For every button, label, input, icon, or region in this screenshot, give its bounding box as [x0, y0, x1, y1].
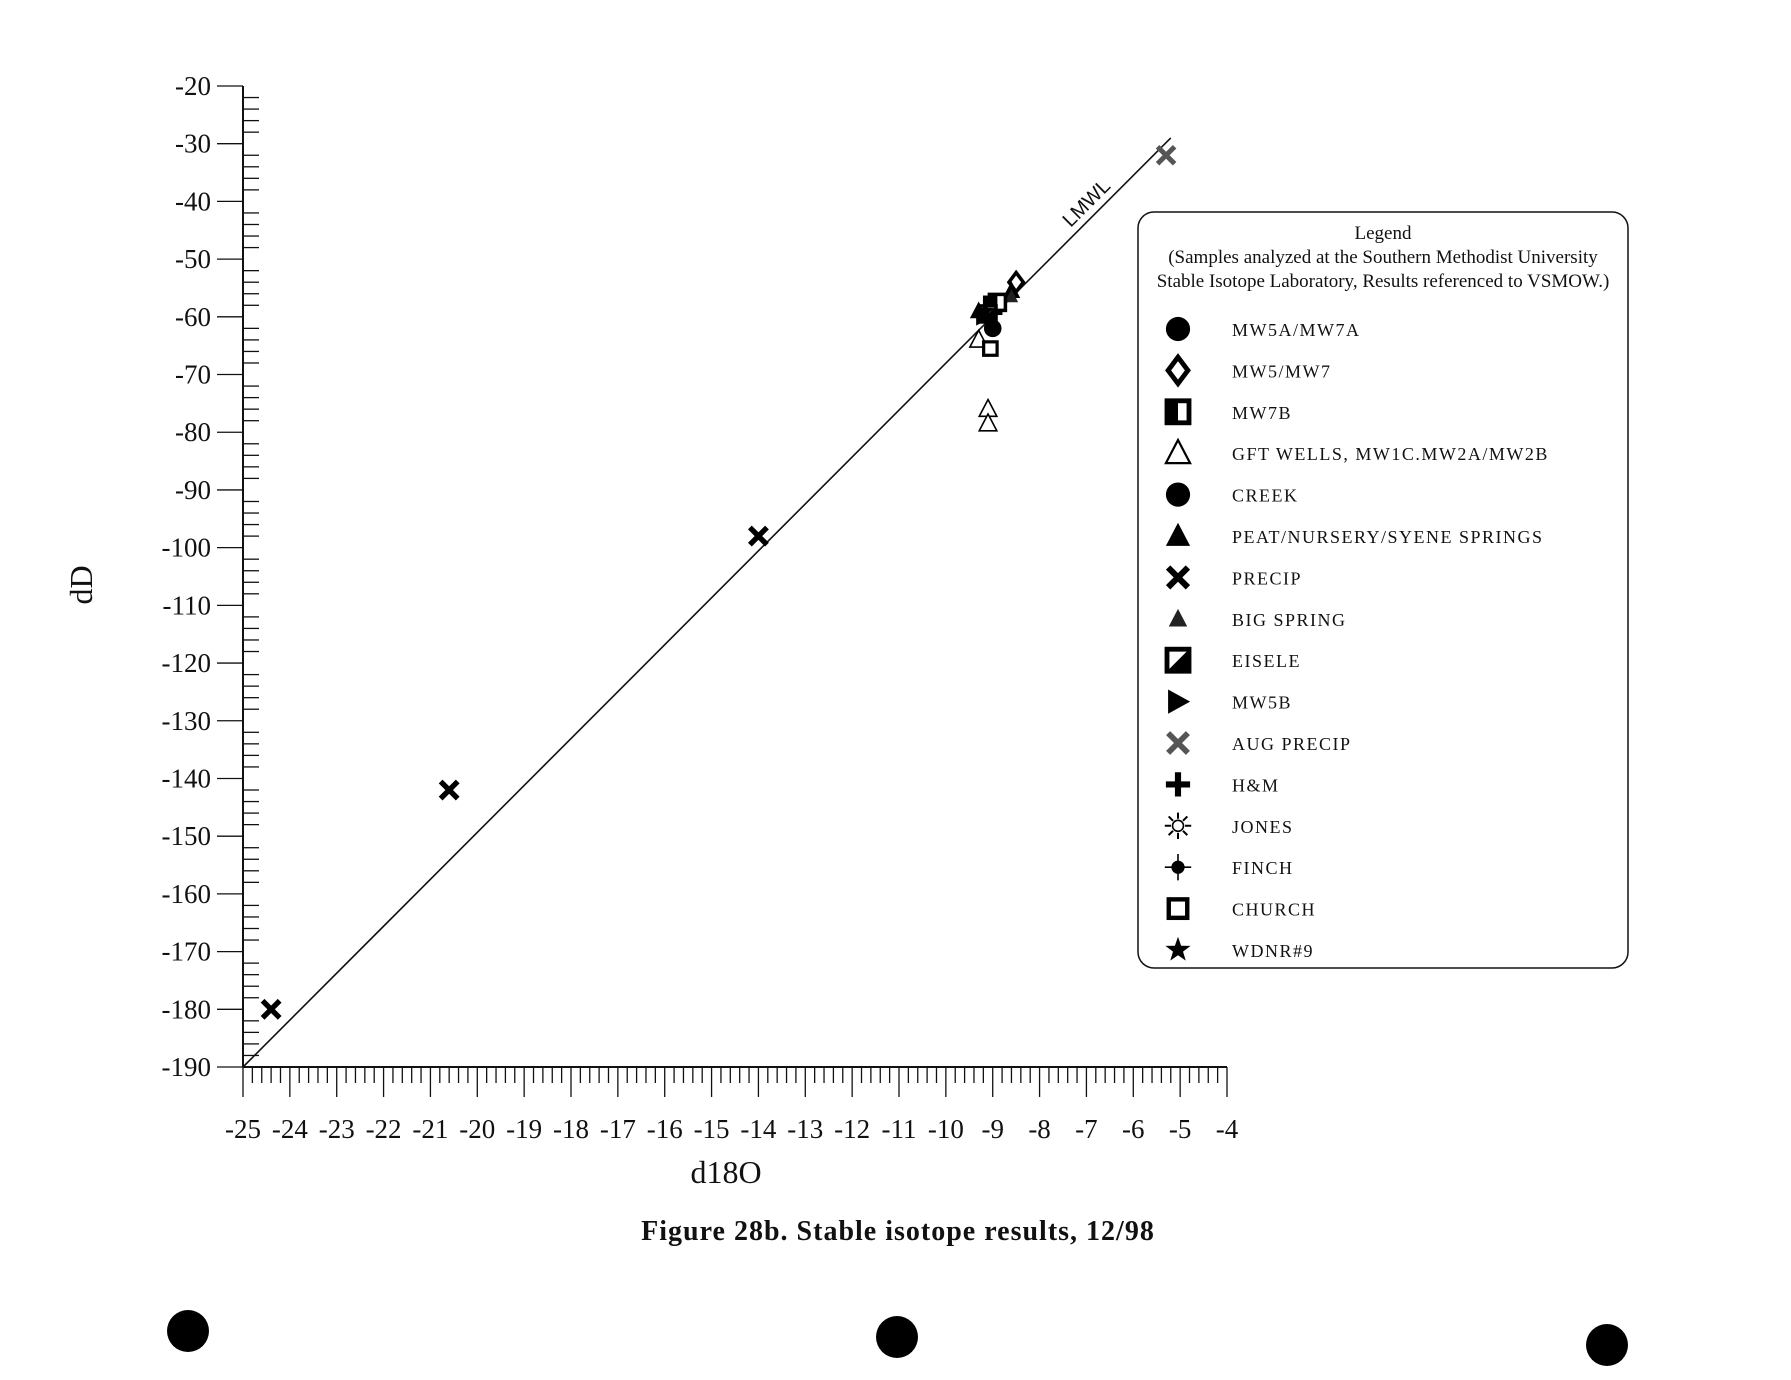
series-church [984, 342, 997, 355]
x-tick-label: -12 [834, 1114, 871, 1144]
y-axis-label: dD [63, 565, 99, 605]
y-tick-label: -50 [175, 244, 211, 275]
y-tick-label: -140 [161, 763, 211, 794]
legend-entry [1166, 483, 1299, 507]
y-tick-label: -130 [161, 705, 211, 736]
y-tick-label: -40 [175, 186, 211, 217]
y-tick-label: -120 [161, 648, 211, 679]
legend-subtitle-line1: (Samples analyzed at the Southern Methodist University [1168, 247, 1598, 268]
figure-caption: Figure 28b. Stable isotope results, 12/98 [641, 1216, 1155, 1247]
y-tick-label: -110 [162, 590, 211, 621]
legend-label: CHURCH [1232, 899, 1317, 920]
x-tick-label: -11 [881, 1114, 917, 1144]
x-tick-label: -24 [271, 1114, 308, 1144]
legend [1138, 212, 1628, 968]
series-mw5a-mw7a [984, 320, 1002, 338]
legend-label: MW5B [1232, 692, 1292, 713]
legend-label: MW5A/MW7A [1232, 320, 1361, 340]
legend-label: BIG SPRING [1232, 609, 1347, 630]
y-tick-label: -70 [175, 359, 211, 390]
data-point [984, 342, 997, 355]
legend-marker [1166, 483, 1190, 507]
binder-hole-left [167, 1310, 209, 1352]
legend-marker [1169, 899, 1187, 917]
y-tick-label: -170 [161, 936, 211, 967]
legend-marker [1167, 649, 1189, 671]
y-tick-label: -180 [161, 994, 211, 1025]
data-point [441, 781, 458, 798]
binder-hole-center [876, 1316, 918, 1358]
x-tick-label: -25 [225, 1114, 261, 1144]
legend-marker [1167, 401, 1189, 423]
y-tick-label: -190 [161, 1052, 211, 1082]
legend-box [1138, 212, 1628, 968]
x-tick-label: -19 [506, 1114, 543, 1144]
legend-label: H&M [1232, 775, 1280, 796]
legend-entry [1167, 649, 1301, 671]
y-tick-label: -80 [175, 417, 211, 448]
x-tick-label: -22 [365, 1114, 402, 1144]
y-tick-label: -160 [161, 878, 211, 909]
series-precip [263, 528, 767, 1018]
x-tick-label: -15 [693, 1114, 730, 1144]
y-tick-label: -150 [161, 821, 211, 852]
y-tick-label: -60 [175, 301, 211, 332]
binder-hole-right [1586, 1324, 1628, 1366]
x-tick-label: -14 [740, 1114, 777, 1144]
y-tick-label: -20 [175, 71, 211, 101]
data-point [263, 1001, 280, 1018]
x-tick-label: -18 [553, 1114, 589, 1144]
x-tick-label: -4 [1215, 1114, 1239, 1144]
legend-label: MW7B [1232, 402, 1292, 423]
data-point [750, 528, 767, 545]
legend-label: WDNR#9 [1232, 941, 1314, 961]
x-tick-label: -21 [412, 1114, 449, 1144]
lmwl-label: LMWL [1058, 175, 1116, 232]
legend-marker [1166, 317, 1190, 341]
x-tick-label: -8 [1028, 1114, 1051, 1144]
legend-label: CREEK [1232, 485, 1299, 506]
legend-label: GFT WELLS, MW1C.MW2A/MW2B [1232, 444, 1549, 465]
y-tick-label: -30 [175, 128, 211, 159]
y-tick-label: -100 [161, 532, 211, 563]
legend-label: EISELE [1232, 651, 1301, 672]
x-tick-label: -13 [787, 1114, 824, 1144]
y-tick-label: -90 [175, 474, 211, 505]
plot-marks [243, 138, 1175, 1067]
legend-label: PRECIP [1232, 568, 1303, 589]
data-point [1158, 147, 1175, 164]
legend-label: JONES [1232, 816, 1294, 837]
legend-label: PEAT/NURSERY/SYENE SPRINGS [1232, 527, 1544, 547]
x-tick-label: -6 [1122, 1114, 1145, 1144]
x-tick-label: -7 [1075, 1114, 1098, 1144]
series-aug-precip [1158, 147, 1175, 164]
x-tick-label: -16 [646, 1114, 683, 1144]
x-tick-label: -17 [599, 1114, 636, 1144]
x-tick-label: -20 [459, 1114, 496, 1144]
x-tick-label: -23 [318, 1114, 355, 1144]
data-point [984, 320, 1002, 338]
x-tick-label: -9 [981, 1114, 1004, 1144]
legend-label: MW5/MW7 [1232, 361, 1332, 382]
legend-marker [1165, 813, 1191, 839]
x-tick-label: -5 [1168, 1114, 1192, 1144]
legend-subtitle-line2: Stable Isotope Laboratory, Results referenced to VSMOW.) [1156, 271, 1610, 292]
legend-label: FINCH [1232, 858, 1294, 879]
x-axis-label: d18O [690, 1154, 762, 1190]
lmwl-line [243, 138, 1171, 1067]
legend-label: AUG PRECIP [1232, 734, 1352, 754]
x-tick-label: -10 [927, 1114, 964, 1144]
legend-title: Legend [1354, 223, 1412, 244]
